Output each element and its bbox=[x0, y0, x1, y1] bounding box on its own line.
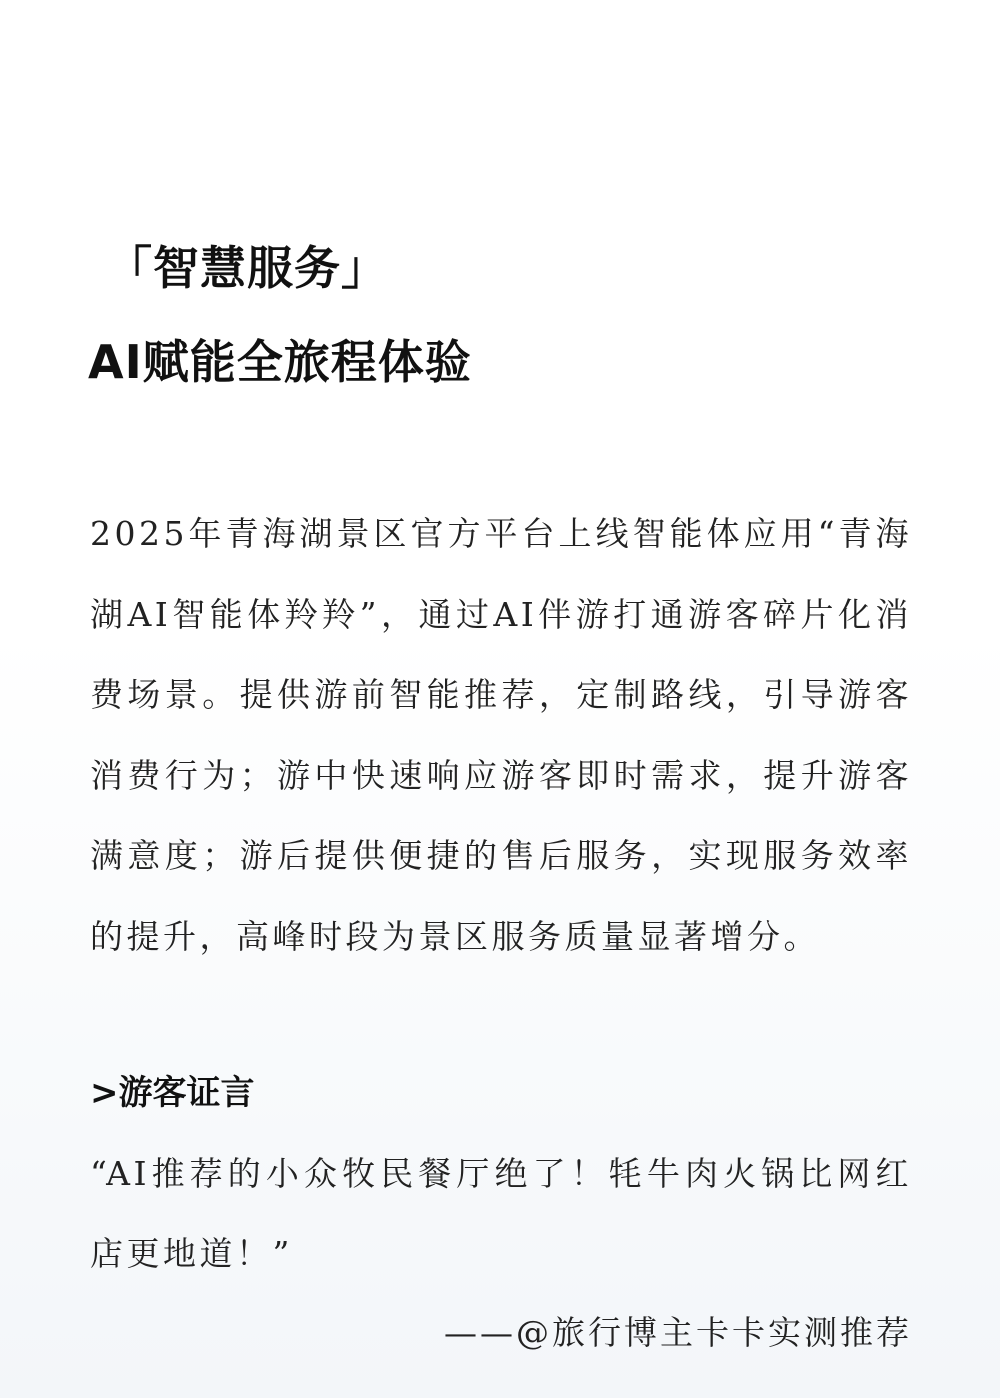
body-paragraph: 2025年青海湖景区官方平台上线智能体应用“青海湖AI智能体羚羚”，通过AI伴游打通游客碎片化消费场景。提供游前智能推荐，定制路线，引导游客消费行为；游中快速响应游客即时需求，提升游客满意度；游后提供便捷的售后服务，实现服务效率的提升，高峰时段为景区服务质量显著增分。 bbox=[90, 514, 912, 956]
testimonial-quote: “AI推荐的小众牧民餐厅绝了！牦牛肉火锅比网红店更地道！” bbox=[90, 1154, 912, 1273]
testimonial-attribution: ——@旅行博主卡卡实测推荐 bbox=[444, 1313, 912, 1352]
section-subtitle: 「智慧服务」 bbox=[106, 241, 388, 295]
headline-block bbox=[88, 236, 928, 394]
testimonial-heading: >游客证言 bbox=[90, 1073, 255, 1113]
page-title: AI赋能全旅程体验 bbox=[88, 335, 472, 389]
